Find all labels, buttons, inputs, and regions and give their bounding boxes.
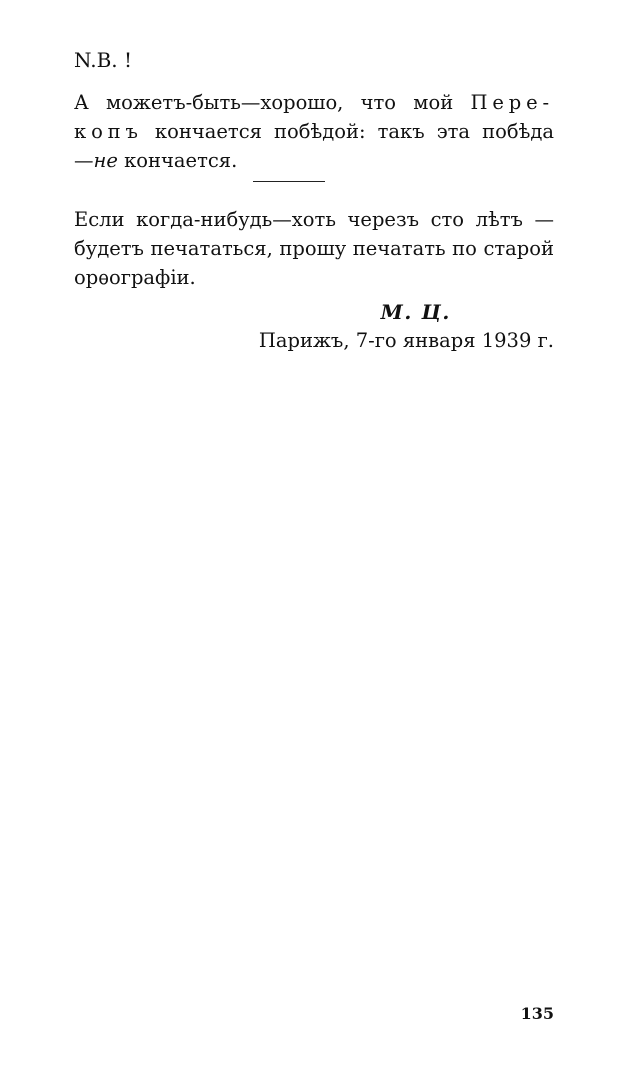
- paragraph-line: [74, 146, 554, 175]
- spaced-word: копъ: [74, 120, 143, 143]
- place-date-line: Парижъ, 7-го января 1939 г.: [258, 329, 554, 352]
- section-divider: [253, 181, 325, 182]
- paragraph-line: будетъ печататься, прошу печатать по старой: [74, 237, 554, 260]
- paragraph-line: Если когда-нибудь—хоть черезъ сто лѣтъ —: [74, 208, 554, 231]
- text-run: кончается.: [117, 149, 238, 172]
- spaced-word: Пере-: [470, 91, 554, 114]
- paragraph-line: [74, 117, 554, 146]
- italic-word: не: [93, 149, 118, 172]
- author-initials: М. Ц.: [380, 300, 451, 324]
- paragraph-line: орѳографіи.: [74, 266, 196, 289]
- text-run: А можетъ-быть—хорошо, что мой: [74, 91, 471, 114]
- text-run: кончается побѣдой: такъ эта побѣда: [142, 120, 554, 143]
- paragraph-orthography: [74, 205, 554, 292]
- nota-bene-heading: N.B. !: [74, 48, 133, 72]
- page-number: 135: [520, 1004, 554, 1023]
- paragraph-perekop: [74, 88, 554, 175]
- paragraph-line: [74, 88, 554, 117]
- dash: —: [74, 149, 94, 172]
